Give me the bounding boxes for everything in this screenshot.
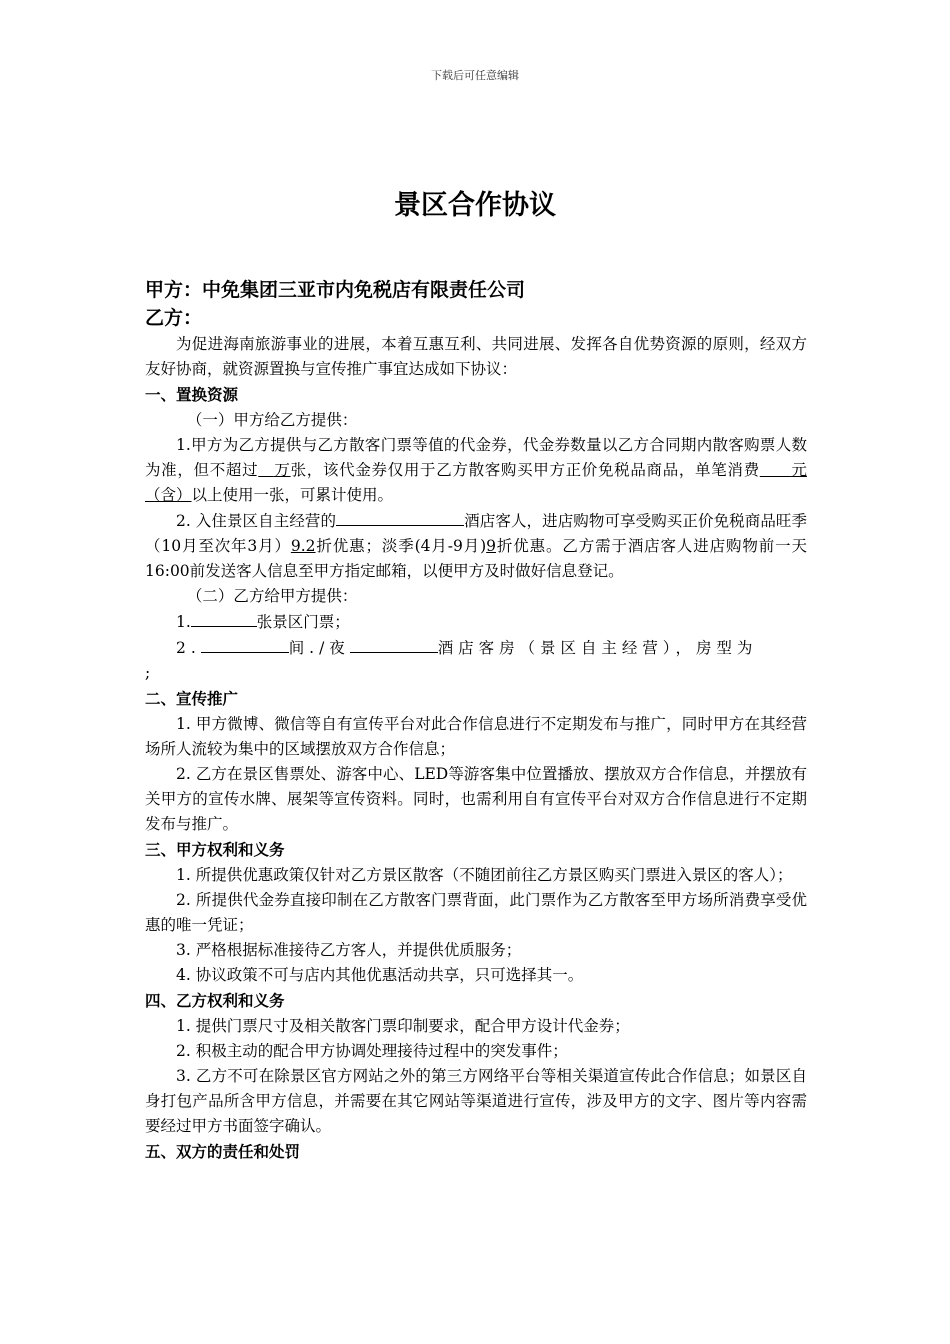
a2-post: 折优惠。乙方需于酒店客人进店购物前一天16:00前发送客人信息至甲方指定邮箱，以便甲方及时做好信息登记。 [145,537,807,580]
b1-pre: 1. [176,613,191,631]
a2-mid1: 酒店客人，进店购物可享受购买正价免税商品旺季（10月至次年3月） [145,512,807,555]
intro-paragraph: 为促进海南旅游事业的进展，本着互惠互利、共同进展、发挥各自优势资源的原则，经双方友好协商，就资源置换与宣传推广事宜达成如下协议： [145,335,807,378]
section-3-item-1: 1. 所提供优惠政策仅针对乙方景区散客（不随团前往乙方景区购买门票进入景区的客人）； [176,866,793,884]
a1-mid: 张，该代金券仅用于乙方散客购买甲方正价免税品商品，单笔消费 [290,461,760,479]
section-5-heading: 五、双方的责任和处罚 [145,1143,301,1161]
section-4-item-1: 1. 提供门票尺寸及相关散客门票印制要求，配合甲方设计代金券； [176,1017,630,1035]
document-body [145,276,807,1165]
a1-fill-quantity: 万 [273,461,291,479]
document-title: 景区合作协议 [394,190,556,221]
section-1-item-b1 [145,609,807,635]
section-2-heading: 二、宣传推广 [145,690,239,708]
section-1-item-a1 [145,433,807,508]
b1-post: 张景区门票； [256,613,350,631]
party-a: 甲方：中免集团三亚市内免税店有限责任公司 [145,279,526,301]
section-2-item-2: 2. 乙方在景区售票处、游客中心、LED等游客集中位置播放、摆放双方合作信息，并摆放有关甲方的宣传水牌、展架等宣传资料。同时，也需利用自有宣传平台对双方合作信息进行不定期发布与推广。 [145,765,807,833]
section-1-item-b2 [145,635,807,661]
a2-pre: 2. 入住景区自主经营的 [176,512,337,530]
b2-pre: 2. [176,639,201,657]
section-3-item-3: 3. 严格根据标准接待乙方客人，并提供优质服务； [176,941,522,959]
section-1-sub-b: （二）乙方给甲方提供： [186,587,358,605]
section-4-item-3: 3. 乙方不可在除景区官方网站之外的第三方网络平台等相关渠道宣传此合作信息；如景区自身打包产品所含甲方信息，并需要在其它网站等渠道进行宣传，涉及甲方的文字、图片等内容需要经过甲方书面签字确认。 [145,1067,807,1135]
a2-mid2: 折优惠；淡季(4月-9月) [315,537,487,555]
b2-blank-nights [350,635,438,653]
a2-fill-peak-discount: 9.2 [290,537,316,555]
b2-post: 酒店客房（景区自主经营），房型为 [437,639,758,657]
party-b: 乙方： [145,307,203,329]
section-3-item-2: 2. 所提供代金券直接印制在乙方散客门票背面，此门票作为乙方散客至甲方场所消费享受优惠的唯一凭证； [145,891,807,934]
section-4-item-2: 2. 积极主动的配合甲方协调处理接待过程中的突发事件； [176,1042,568,1060]
section-1-sub-a: （一）甲方给乙方提供： [186,411,358,429]
section-3-heading: 三、甲方权利和义务 [145,841,285,859]
section-4-heading: 四、乙方权利和义务 [145,992,285,1010]
a1-post: 以上使用一张，可累计使用。 [191,486,394,504]
a2-fill-low-discount: 9 [486,537,497,555]
section-2-item-1: 1. 甲方微博、微信等自有宣传平台对此合作信息进行不定期发布与推广，同时甲方在其经营场所人流较为集中的区域摆放双方合作信息； [145,715,807,758]
a1-fill-amount: 元（含） [145,461,807,504]
section-1-item-a2 [145,508,807,584]
section-1-item-b2-end: ; [145,664,151,682]
b2-mid: 间./夜 [288,639,350,657]
a2-blank-hotel [336,508,464,526]
section-1-heading: 一、置换资源 [145,386,239,404]
b2-blank-rooms [201,635,289,653]
a1-pre: 1.甲方为乙方提供与乙方散客门票等值的代金券，代金券数量以乙方合同期内散客购票人数为准，但不超过 [145,436,807,479]
b1-blank-tickets [191,609,257,627]
header-note: 下载后可任意编辑 [431,69,519,82]
section-3-item-4: 4. 协议政策不可与店内其他优惠活动共享，只可选择其一。 [176,966,584,984]
